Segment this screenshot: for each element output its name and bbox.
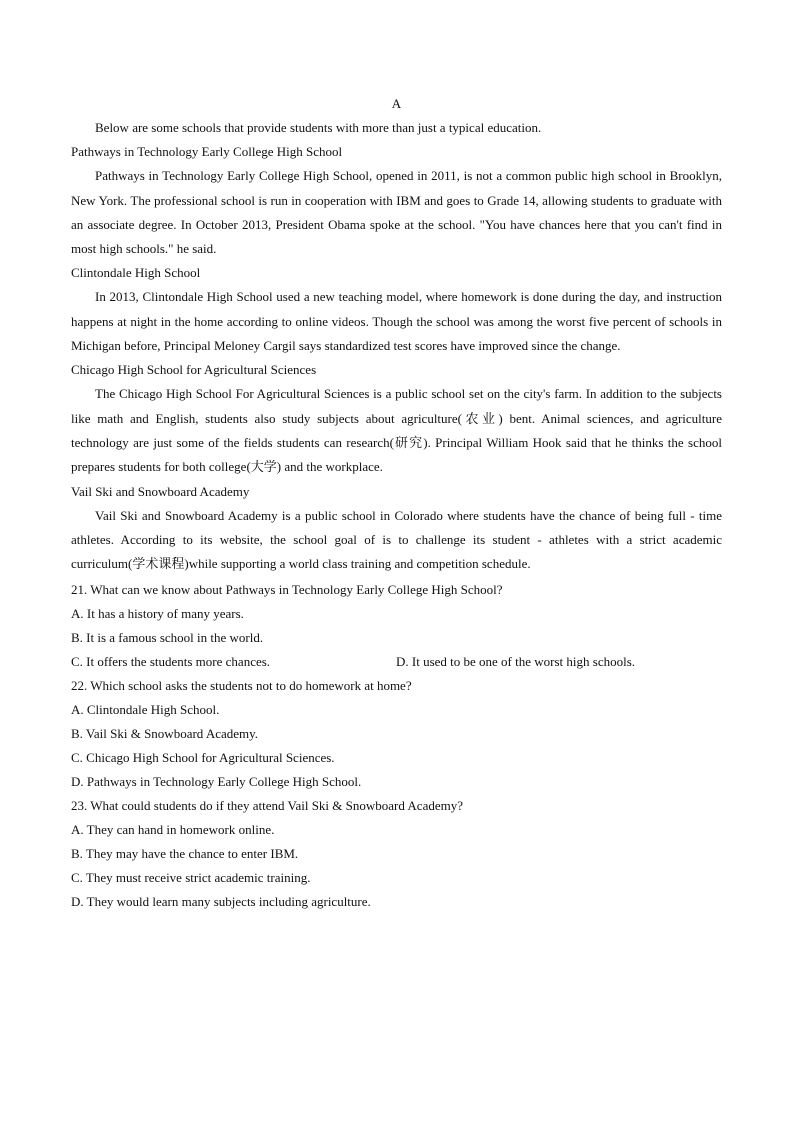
passage-text-pathways: Pathways in Technology Early College High School, opened in 2011, is not a common public high school in Brooklyn, New York. The professional school is run in cooperation with IBM and goes to Grade 14, allowing students to graduate with an associate degree. In October 2013, President Obama spoke at the school. "You have chances here that you can't find in most high schools." he said. (71, 168, 722, 257)
passage-heading-chicago: Chicago High School for Agricultural Sciences (71, 362, 317, 378)
question-23-stem: 23. What could students do if they attend Vail Ski & Snowboard Academy? (71, 798, 463, 814)
question-21-stem: 21. What can we know about Pathways in Technology Early College High School? (71, 582, 503, 598)
question-21-option-b: B. It is a famous school in the world. (71, 630, 264, 646)
section-label: A (391, 96, 402, 111)
question-21-option-c: C. It offers the students more chances. (71, 654, 271, 670)
question-22-option-d: D. Pathways in Technology Early College High School. (71, 774, 362, 790)
passage-heading-vail: Vail Ski and Snowboard Academy (71, 483, 250, 499)
question-23-option-d: D. They would learn many subjects including agriculture. (71, 894, 371, 910)
question-21-option-d: D. It used to be one of the worst high schools. (396, 654, 636, 670)
questions-section (71, 578, 722, 914)
question-22-stem: 22. Which school asks the students not to do homework at home? (71, 678, 412, 694)
question-21-option-a: A. It has a history of many years. (71, 606, 244, 622)
passage-text-clintondale: In 2013, Clintondale High School used a new teaching model, where homework is done during the day, and instruction happens at night in the home according to online videos. Though the school was among the worst five percent of schools in Michigan before, Principal Meloney Cargil says standardized test scores have improved since the change. (71, 289, 722, 354)
passage-text-chicago: The Chicago High School For Agricultural Sciences is a public school set on the city's farm. In addition to the subjects like math and English, students also study subjects about agriculture(农业) bent. Animal sciences, and agriculture technology are just some of the fields students can research(研究). Principal William Hook said that he thinks the school prepares students for both college(大学) and the workplace. (71, 386, 722, 475)
question-22-option-c: C. Chicago High School for Agricultural Sciences. (71, 750, 335, 766)
question-22-option-b: B. Vail Ski & Snowboard Academy. (71, 726, 259, 742)
intro-paragraph: Below are some schools that provide students with more than just a typical education. (95, 120, 542, 135)
question-23-option-b: B. They may have the chance to enter IBM. (71, 846, 299, 862)
passage-text-vail: Vail Ski and Snowboard Academy is a public school in Colorado where students have the chance of being full - time athletes. According to its website, the school goal of is to challenge its student - athletes with a strict academic curriculum(学术课程)while supporting a world class training and competition schedule. (71, 507, 722, 572)
passage-heading-pathways: Pathways in Technology Early College High School (71, 144, 343, 160)
question-23-option-c: C. They must receive strict academic training. (71, 870, 311, 886)
document-page (71, 93, 722, 914)
question-22-option-a: A. Clintondale High School. (71, 702, 220, 718)
passage-heading-clintondale: Clintondale High School (71, 265, 201, 281)
question-21-options-row (71, 650, 722, 674)
question-23-option-a: A. They can hand in homework online. (71, 822, 275, 838)
